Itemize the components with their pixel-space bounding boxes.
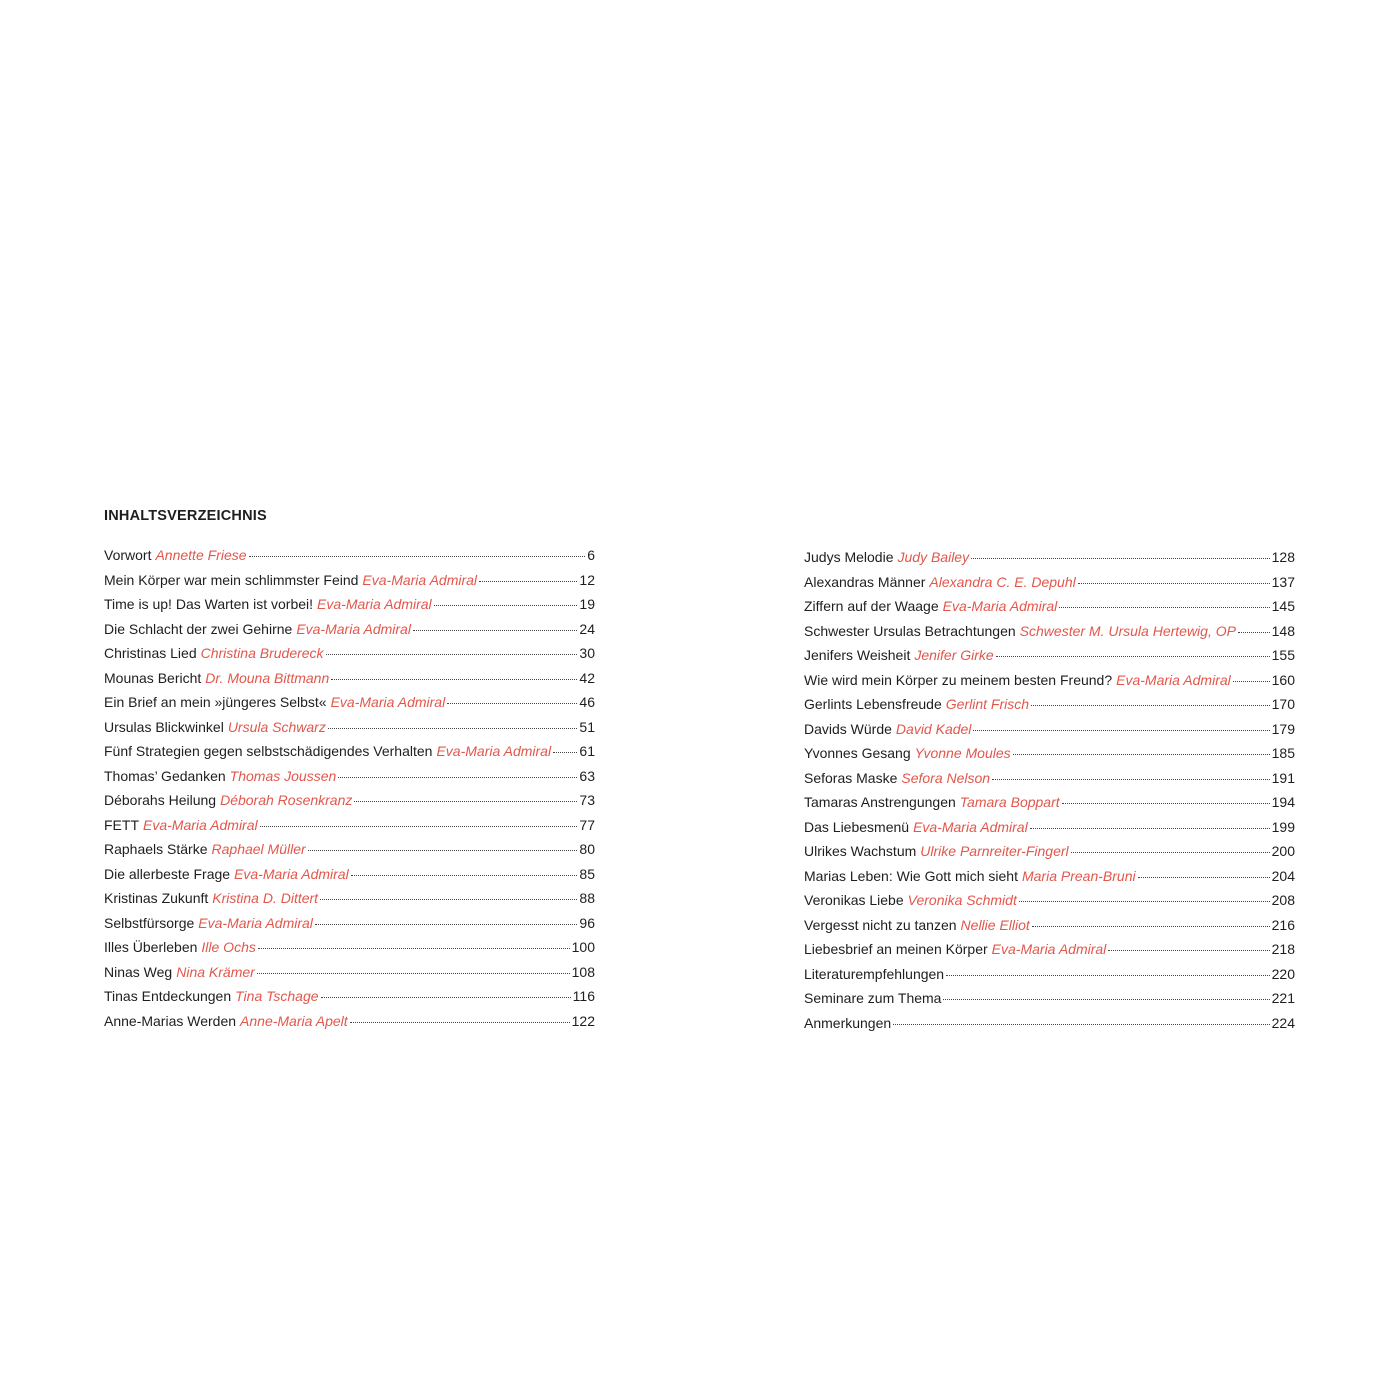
- entry-title: Yvonnes Gesang: [804, 745, 911, 761]
- entry-page-number: 24: [579, 620, 595, 637]
- dot-leader: [354, 801, 577, 802]
- entry-title: Seminare zum Thema: [804, 990, 942, 1006]
- toc-entry: [104, 1009, 595, 1034]
- toc-entry: [104, 666, 595, 691]
- entry-page-number: 160: [1271, 671, 1295, 688]
- toc-entry: [104, 886, 595, 911]
- dot-leader: [553, 752, 577, 753]
- dot-leader: [1030, 828, 1270, 829]
- dot-leader: [1019, 901, 1270, 902]
- toc-entry: [804, 594, 1295, 619]
- toc-entry: [104, 617, 595, 642]
- dot-leader: [1108, 950, 1269, 951]
- toc-entry: [104, 690, 595, 715]
- entry-page-number: 73: [579, 792, 595, 808]
- dot-leader: [257, 973, 570, 974]
- entry-author: Eva-Maria Admiral: [198, 914, 313, 931]
- entry-author: Schwester M. Ursula Hertewig, OP: [1019, 622, 1236, 639]
- entry-author: Veronika Schmidt: [907, 892, 1017, 908]
- entry-author: Raphael Müller: [211, 841, 306, 857]
- dot-leader: [434, 605, 578, 606]
- entry-page-number: 61: [579, 743, 595, 759]
- toc-entry: [104, 568, 595, 593]
- entry-page-number: 191: [1271, 769, 1295, 786]
- dot-leader: [943, 999, 1269, 1000]
- entry-title: Tamaras Anstrengungen: [804, 794, 956, 810]
- entry-author: Maria Prean-Bruni: [1021, 867, 1136, 884]
- entry-page-number: 170: [1271, 696, 1295, 712]
- dot-leader: [326, 654, 578, 655]
- entry-page-number: 220: [1271, 965, 1295, 982]
- toc-entry: [804, 619, 1295, 644]
- entry-author: Eva-Maria Admiral: [143, 816, 258, 833]
- entry-title: Judys Melodie: [804, 549, 894, 565]
- toc-entry: [104, 543, 595, 568]
- toc-column-left: [104, 543, 595, 1033]
- entry-title: Ziffern auf der Waage: [804, 598, 939, 614]
- toc-entry: [104, 592, 595, 617]
- toc-entry: [804, 545, 1295, 570]
- entry-page-number: 116: [572, 988, 595, 1004]
- entry-page-number: 185: [1271, 745, 1295, 761]
- dot-leader: [249, 556, 586, 557]
- toc-entry: [804, 962, 1295, 987]
- toc-entry: [804, 1011, 1295, 1036]
- toc-entry: [804, 864, 1295, 889]
- entry-page-number: 224: [1271, 1014, 1295, 1031]
- toc-entry: [804, 839, 1295, 864]
- dot-leader: [1062, 803, 1270, 804]
- entry-author: Nellie Elliot: [960, 916, 1030, 933]
- toc-entry: [104, 739, 595, 764]
- dot-leader: [1013, 754, 1270, 755]
- entry-author: Eva-Maria Admiral: [362, 571, 478, 588]
- dot-leader: [350, 1022, 570, 1023]
- dot-leader: [413, 630, 577, 631]
- entry-page-number: 216: [1271, 916, 1295, 933]
- dot-leader: [1032, 926, 1270, 927]
- entry-title: Anmerkungen: [804, 1014, 892, 1031]
- entry-author: Eva-Maria Admiral: [330, 694, 446, 710]
- entry-page-number: 208: [1271, 892, 1295, 908]
- entry-page-number: 19: [579, 596, 595, 612]
- entry-author: Eva-Maria Admiral: [913, 818, 1028, 835]
- entry-title: Vorwort: [104, 547, 152, 563]
- dot-leader: [315, 924, 578, 925]
- entry-page-number: 51: [579, 718, 595, 735]
- entry-page-number: 221: [1271, 990, 1295, 1006]
- dot-leader: [971, 558, 1270, 559]
- toc-entry: [804, 888, 1295, 913]
- entry-author: Ursula Schwarz: [227, 718, 326, 735]
- entry-author: Tamara Boppart: [959, 794, 1060, 810]
- dot-leader: [447, 703, 577, 704]
- toc-entry: [104, 764, 595, 789]
- entry-page-number: 128: [1271, 549, 1295, 565]
- entry-page-number: 42: [579, 669, 595, 686]
- entry-title: Anne-Marias Werden: [104, 1012, 237, 1029]
- entry-author: David Kadel: [895, 720, 972, 737]
- toc-entry: [804, 937, 1295, 962]
- entry-page-number: 179: [1271, 720, 1295, 737]
- dot-leader: [479, 581, 577, 582]
- entry-author: Gerlint Frisch: [945, 696, 1029, 712]
- entry-title: Ulrikes Wachstum: [804, 843, 917, 859]
- dot-leader: [973, 730, 1269, 731]
- dot-leader: [893, 1024, 1269, 1025]
- entry-title: Vergesst nicht zu tanzen: [804, 916, 957, 933]
- dot-leader: [1233, 681, 1270, 682]
- dot-leader: [992, 779, 1270, 780]
- entry-author: Eva-Maria Admiral: [234, 865, 349, 882]
- toc-entry: [804, 766, 1295, 791]
- entry-title: Christinas Lied: [104, 645, 197, 661]
- entry-title: Davids Würde: [804, 720, 892, 737]
- entry-title: Tinas Entdeckungen: [104, 988, 232, 1004]
- entry-author: Judy Bailey: [897, 549, 970, 565]
- toc-entry: [804, 790, 1295, 815]
- entry-page-number: 148: [1271, 622, 1295, 639]
- dot-leader: [946, 975, 1270, 976]
- entry-title: Ninas Weg: [104, 963, 173, 980]
- entry-author: Eva-Maria Admiral: [1116, 671, 1231, 688]
- toc-entry: [804, 692, 1295, 717]
- toc-entry: [804, 986, 1295, 1011]
- entry-title: Time is up! Das Warten ist vorbei!: [104, 596, 314, 612]
- toc-entry: [104, 641, 595, 666]
- dot-leader: [328, 728, 578, 729]
- entry-title: Liebesbrief an meinen Körper: [804, 941, 988, 957]
- entry-title: Gerlints Lebensfreude: [804, 696, 942, 712]
- entry-title: Die allerbeste Frage: [104, 865, 231, 882]
- entry-title: Marias Leben: Wie Gott mich sieht: [804, 867, 1018, 884]
- toc-entry: [804, 668, 1295, 693]
- entry-author: Sefora Nelson: [901, 769, 991, 786]
- entry-page-number: 218: [1271, 941, 1295, 957]
- toc-heading: INHALTSVERZEICHNIS: [104, 508, 267, 524]
- dot-leader: [1138, 877, 1270, 878]
- entry-title: FETT: [104, 816, 139, 833]
- entry-title: Déborahs Heilung: [104, 792, 217, 808]
- entry-author: Tina Tschage: [235, 988, 319, 1004]
- entry-author: Déborah Rosenkranz: [220, 792, 353, 808]
- entry-page-number: 204: [1271, 867, 1295, 884]
- entry-author: Eva-Maria Admiral: [991, 941, 1107, 957]
- dot-leader: [996, 656, 1270, 657]
- entry-title: Alexandras Männer: [804, 573, 926, 590]
- entry-title: Literaturempfehlungen: [804, 965, 945, 982]
- entry-author: Alexandra C. E. Depuhl: [929, 573, 1076, 590]
- entry-page-number: 155: [1271, 647, 1295, 663]
- toc-entry: [804, 815, 1295, 840]
- entry-title: Ein Brief an mein »jüngeres Selbst«: [104, 694, 327, 710]
- entry-author: Kristina D. Dittert: [212, 890, 319, 906]
- entry-title: Fünf Strategien gegen selbstschädigendes Verhalten: [104, 743, 433, 759]
- toc-entry: [104, 862, 595, 887]
- toc-entry: [104, 960, 595, 985]
- entry-author: Dr. Mouna Bittmann: [205, 669, 330, 686]
- entry-author: Anne-Maria Apelt: [240, 1012, 348, 1029]
- dot-leader: [338, 777, 577, 778]
- dot-leader: [321, 997, 571, 998]
- dot-leader: [308, 850, 578, 851]
- entry-title: Ursulas Blickwinkel: [104, 718, 224, 735]
- entry-title: Selbstfürsorge: [104, 914, 195, 931]
- entry-author: Eva-Maria Admiral: [436, 743, 552, 759]
- entry-page-number: 85: [579, 865, 595, 882]
- entry-page-number: 30: [579, 645, 595, 661]
- entry-page-number: 77: [579, 816, 595, 833]
- entry-title: Kristinas Zukunft: [104, 890, 209, 906]
- entry-page-number: 80: [579, 841, 595, 857]
- entry-author: Eva-Maria Admiral: [942, 598, 1058, 614]
- dot-leader: [258, 948, 570, 949]
- dot-leader: [260, 826, 578, 827]
- entry-page-number: 199: [1271, 818, 1295, 835]
- entry-page-number: 100: [571, 939, 595, 955]
- toc-entry: [104, 935, 595, 960]
- dot-leader: [1238, 632, 1270, 633]
- toc-entry: [104, 911, 595, 936]
- entry-author: Jenifer Girke: [914, 647, 994, 663]
- entry-title: Wie wird mein Körper zu meinem besten Freund?: [804, 671, 1113, 688]
- entry-author: Thomas Joussen: [229, 767, 337, 784]
- entry-title: Die Schlacht der zwei Gehirne: [104, 620, 293, 637]
- entry-page-number: 194: [1271, 794, 1295, 810]
- toc-entry: [104, 715, 595, 740]
- entry-author: Eva-Maria Admiral: [296, 620, 411, 637]
- toc-entry: [104, 837, 595, 862]
- entry-author: Nina Krämer: [176, 963, 255, 980]
- entry-title: Raphaels Stärke: [104, 841, 208, 857]
- entry-page-number: 108: [571, 963, 595, 980]
- toc-entry: [804, 643, 1295, 668]
- entry-author: Ille Ochs: [201, 939, 256, 955]
- entry-author: Annette Friese: [155, 547, 247, 563]
- toc-column-right: [804, 545, 1295, 1035]
- entry-author: Yvonne Moules: [914, 745, 1011, 761]
- entry-title: Mein Körper war mein schlimmster Feind: [104, 571, 359, 588]
- entry-page-number: 200: [1271, 843, 1295, 859]
- toc-entry: [804, 570, 1295, 595]
- entry-page-number: 122: [571, 1012, 595, 1029]
- toc-entry: [104, 984, 595, 1009]
- entry-title: Mounas Bericht: [104, 669, 202, 686]
- entry-title: Veronikas Liebe: [804, 892, 904, 908]
- entry-author: Eva-Maria Admiral: [317, 596, 432, 612]
- entry-author: Ulrike Parnreiter-Fingerl: [920, 843, 1069, 859]
- entry-page-number: 145: [1271, 598, 1295, 614]
- dot-leader: [351, 875, 578, 876]
- entry-page-number: 96: [579, 914, 595, 931]
- toc-entry: [804, 741, 1295, 766]
- dot-leader: [331, 679, 577, 680]
- entry-title: Jenifers Weisheit: [804, 647, 911, 663]
- entry-title: Illes Überleben: [104, 939, 198, 955]
- entry-page-number: 88: [579, 890, 595, 906]
- toc-entry: [104, 788, 595, 813]
- entry-page-number: 137: [1271, 573, 1295, 590]
- entry-page-number: 12: [579, 571, 595, 588]
- dot-leader: [1031, 705, 1270, 706]
- entry-title: Schwester Ursulas Betrachtungen: [804, 622, 1016, 639]
- toc-entry: [804, 717, 1295, 742]
- dot-leader: [320, 899, 577, 900]
- entry-title: Thomas’ Gedanken: [104, 767, 226, 784]
- entry-page-number: 46: [579, 694, 595, 710]
- entry-author: Christina Brudereck: [200, 645, 324, 661]
- dot-leader: [1059, 607, 1269, 608]
- entry-title: Seforas Maske: [804, 769, 898, 786]
- toc-entry: [104, 813, 595, 838]
- dot-leader: [1071, 852, 1270, 853]
- entry-page-number: 6: [587, 547, 595, 563]
- toc-entry: [804, 913, 1295, 938]
- entry-title: Das Liebesmenü: [804, 818, 910, 835]
- dot-leader: [1078, 583, 1270, 584]
- entry-page-number: 63: [579, 767, 595, 784]
